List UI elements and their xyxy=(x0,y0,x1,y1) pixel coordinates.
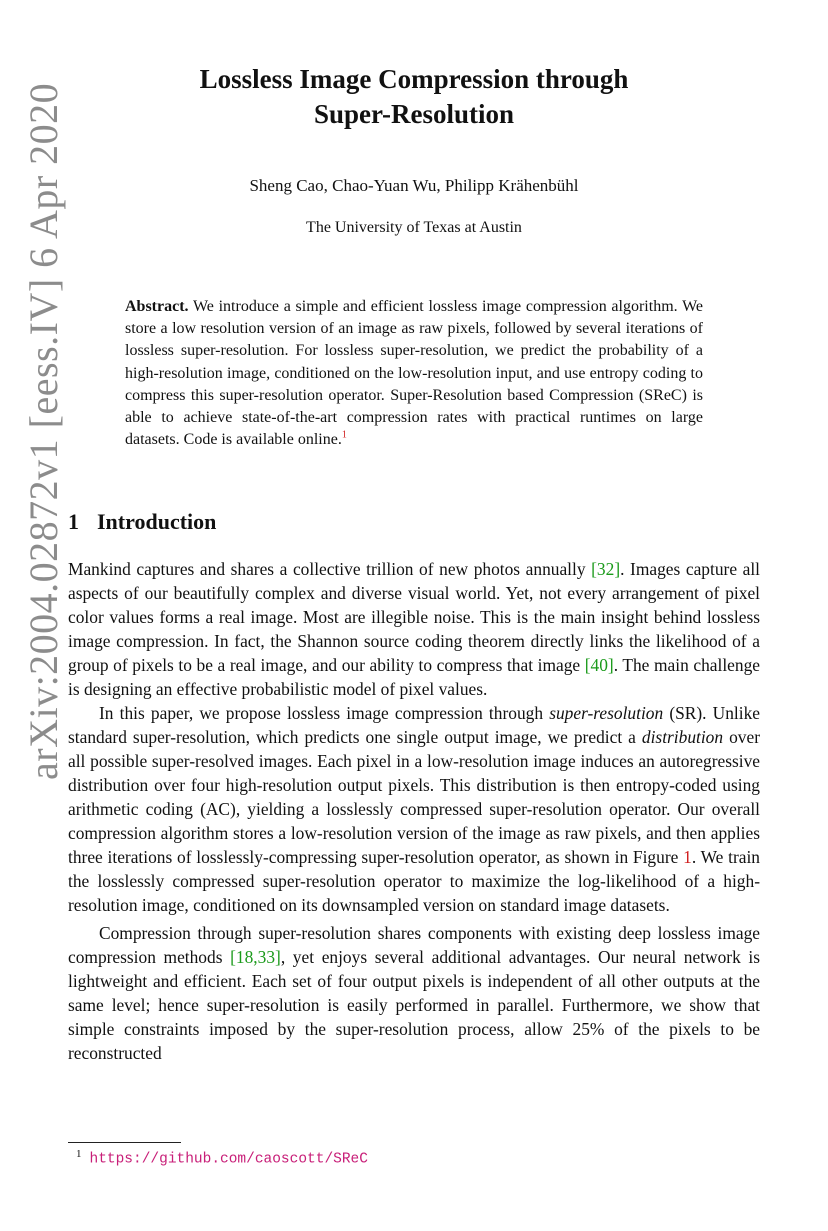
paragraph-2 xyxy=(68,701,760,917)
title-line-2: Super-Resolution xyxy=(313,99,515,129)
footnote-url-link[interactable]: https://github.com/caoscott/SReC xyxy=(89,1151,368,1168)
footnote-number: 1 xyxy=(76,1148,82,1160)
section-heading xyxy=(68,509,216,535)
author-list: Sheng Cao, Chao-Yuan Wu, Philipp Krähenbühl xyxy=(249,176,579,195)
emphasis-text: super-resolution xyxy=(549,703,664,723)
paragraph-text: (SR). Unlike standard super-resolution, which predicts one single output image, we predict a xyxy=(68,703,760,747)
paragraph-text: . Images capture all aspects of our beautifully complex and diverse visual world. Yet, not every arrangement of pixel color values forms a real image. Most are illegible noise. This is the main insight behind lossless image compression. In fact, the Shannon source coding theorem directly links the likelihood of a group of pixels to be a real image, and our ability to compress that image xyxy=(68,559,761,675)
paragraph-3 xyxy=(68,921,760,1065)
footnote-divider xyxy=(68,1142,181,1143)
abstract-text: We introduce a simple and efficient lossless image compression algorithm. We store a low resolution version of an image as raw pixels, followed by several iterations of lossless super-resolution. For lossless super-resolution, we predict the probability of a high-resolution image, conditioned on the low-resolution input, and use entropy coding to compress this super-resolution operator. Super-Resolution based Compression (SReC) is able to achieve state-of-the-art compression rates with practical runtimes on large datasets. Code is available online. xyxy=(125,298,703,449)
footnote xyxy=(76,1148,368,1168)
paragraph-text: In this paper, we propose lossless image compression through xyxy=(99,703,550,723)
title-line-1: Lossless Image Compression through xyxy=(199,64,629,94)
citation-link[interactable]: [32] xyxy=(591,559,621,579)
emphasis-text: distribution xyxy=(641,727,724,747)
abstract-label: Abstract. xyxy=(125,298,189,315)
paragraph-1 xyxy=(68,557,760,701)
citation-link[interactable]: [18,33] xyxy=(230,947,281,967)
section-title: Introduction xyxy=(97,509,217,534)
body-text xyxy=(68,557,760,1065)
affiliation: The University of Texas at Austin xyxy=(306,219,522,236)
arxiv-margin-identifier: arXiv:2004.02872v1 [eess.IV] 6 Apr 2020 xyxy=(21,82,66,780)
footnote-marker[interactable]: 1 xyxy=(341,429,347,441)
paragraph-text: Compression through super-resolution shares components with existing deep lossless image compression methods xyxy=(68,923,760,967)
section-number: 1 xyxy=(68,509,79,534)
paragraph-text: over all possible super-resolved images. Each pixel in a low-resolution image induces an autoregressive distribution over four high-resolution output pixels. This distribution is then entropy-coded using arithmetic coding (AC), yielding a losslessly compressed super-resolution operator. Our overall compression algorithm stores a low-resolution version of the image as raw pixels, and then applies three iterations of losslessly-compressing super-resolution operator, as shown in Figure xyxy=(68,727,760,867)
abstract xyxy=(125,296,703,451)
paper-title xyxy=(120,62,708,132)
figure-reference-link[interactable]: 1 xyxy=(683,847,692,867)
paragraph-text: Mankind captures and shares a collective trillion of new photos annually xyxy=(68,559,592,579)
paragraph-text: . The main challenge is designing an effective probabilistic model of pixel values. xyxy=(68,655,760,699)
citation-link[interactable]: [40] xyxy=(584,655,614,675)
paragraph-text: . We train the losslessly compressed super-resolution operator to maximize the log-likelihood of a high-resolution image, conditioned on its downsampled version on standard image datasets. xyxy=(68,847,760,915)
paragraph-text: , yet enjoys several additional advantages. Our neural network is lightweight and efficient. Each set of four output pixels is independent of all other outputs at the same level; hence super-resolution is easily performed in parallel. Furthermore, we show that simple constraints imposed by the super-resolution process, allow 25% of the pixels to be reconstructed xyxy=(68,947,760,1063)
